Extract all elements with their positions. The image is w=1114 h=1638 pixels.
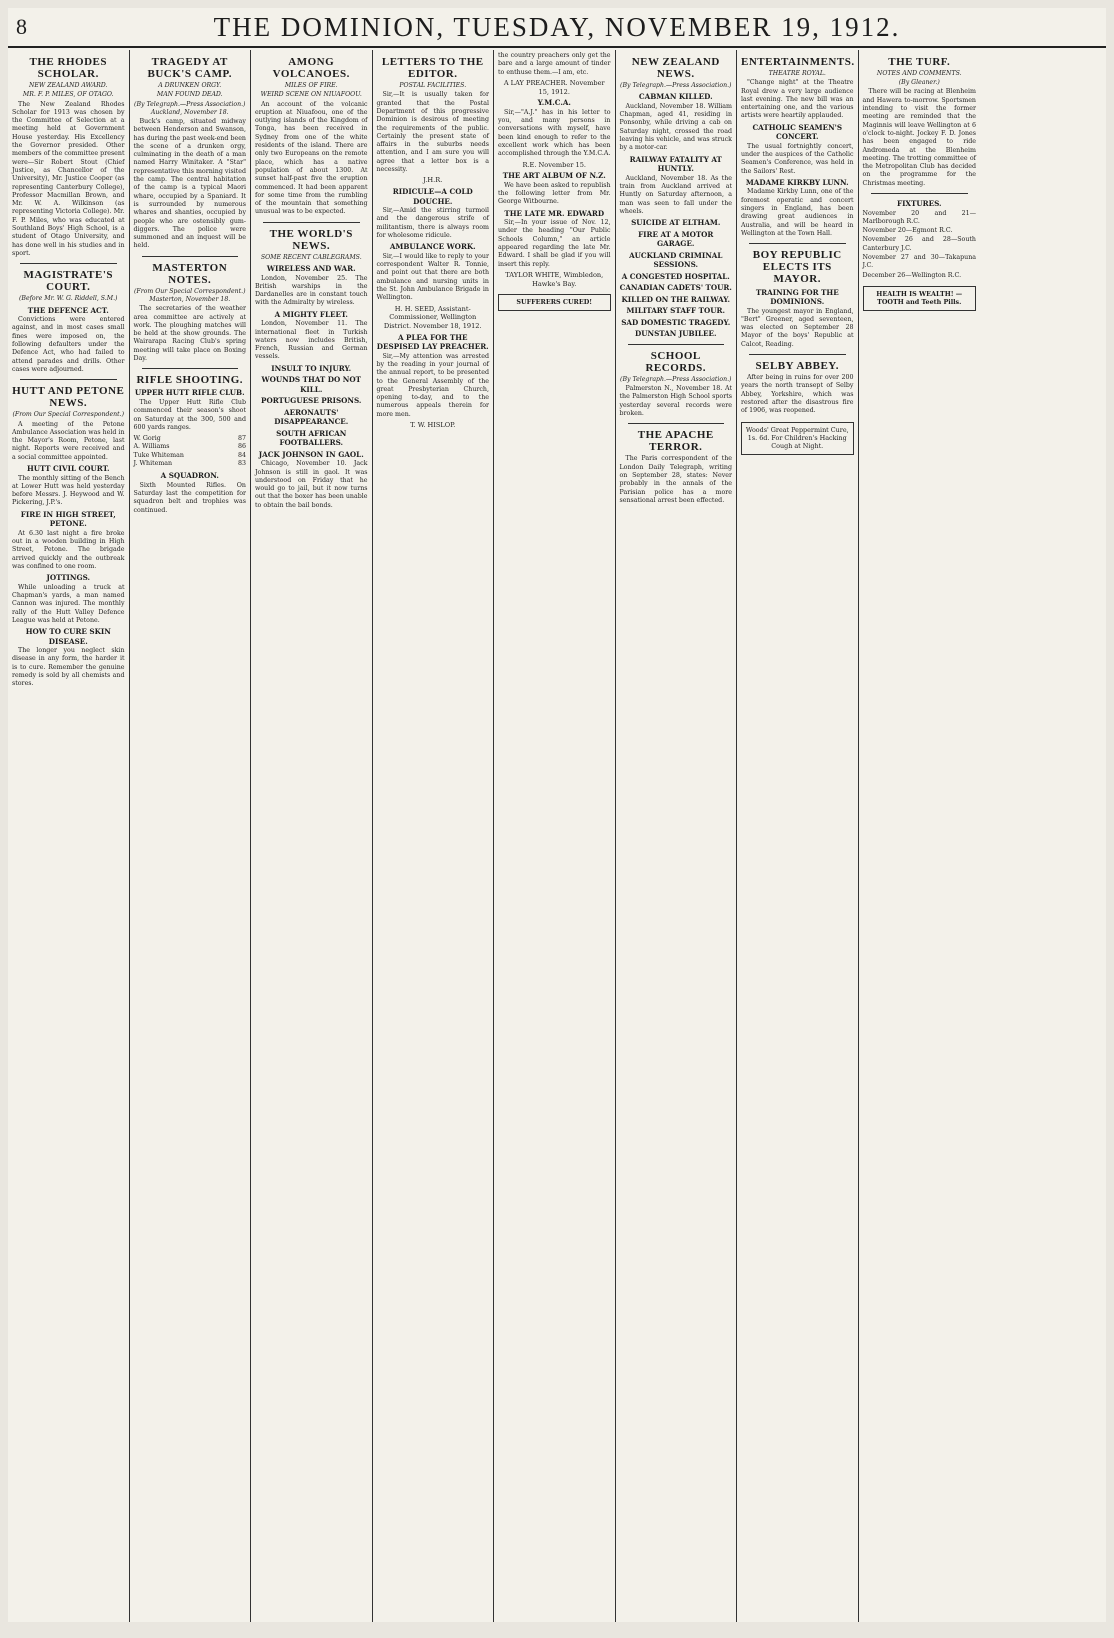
subheading: (Before Mr. W. G. Riddell, S.M.): [19, 295, 118, 303]
divider: [871, 193, 969, 194]
section-heading: A PLEA FOR THE DESPISED LAY PREACHER.: [376, 332, 489, 352]
section-heading: AUCKLAND CRIMINAL SESSIONS.: [629, 250, 723, 270]
divider: [20, 379, 117, 380]
headline: LETTERS TO THE EDITOR.: [381, 56, 484, 81]
advertisement: SUFFERERS CURED!: [498, 294, 611, 310]
column-8: [859, 50, 981, 1622]
section-heading: THE DEFENCE ACT.: [27, 305, 109, 315]
section-heading: WIRELESS AND WAR.: [266, 264, 356, 274]
article-body: The Upper Hutt Rifle Club commenced their season's shoot on Saturday at the 300, 500 and 600 yards ranges.: [133, 398, 246, 431]
section-heading: KILLED ON THE RAILWAY.: [621, 294, 730, 304]
subheading: (By Telegraph.—Press Association.): [620, 82, 732, 90]
headline: THE WORLD'S NEWS.: [269, 227, 353, 252]
section-heading: RIDICULE—A COLD DOUCHE.: [392, 187, 473, 206]
section-heading: INSULT TO INJURY.: [271, 363, 352, 373]
article-body: The usual fortnightly concert, under the auspices of the Catholic Seamen's Conference, was held in the Sailors' Rest.: [741, 142, 854, 175]
section-heading: SUICIDE AT ELTHAM.: [631, 218, 721, 228]
article-body: Sir,—I would like to reply to your correspondent Walter R. Tonnie, and point out that there are both ambulance and nursing units in the St. John Ambulance Brigade in Wellington.: [376, 252, 489, 302]
divider: [20, 263, 117, 264]
headline: MASTERTON NOTES.: [152, 261, 228, 286]
column-4: [373, 50, 495, 1622]
headline: NEW ZEALAND NEWS.: [631, 56, 720, 81]
divider: [749, 354, 846, 355]
score-value: 83: [237, 460, 246, 467]
section-heading: CABMAN KILLED.: [638, 92, 713, 102]
article-body: At 6.30 last night a fire broke out in a wooden building in High Street, Petone. The brigade arrived quickly and the outbreak was confined to one room.: [12, 529, 125, 570]
signature: A LAY PREACHER. November 15, 1912.: [503, 78, 605, 96]
article-body: The monthly sitting of the Bench at Lower Hutt was held yesterday before Messrs. J. Heywood and W. Pickering, J.P.'s.: [12, 474, 125, 507]
divider: [142, 368, 239, 369]
headline: HUTT AND PETONE NEWS.: [12, 385, 125, 410]
headline: RIFLE SHOOTING.: [136, 374, 244, 387]
column-7: [737, 50, 859, 1622]
subheading: MILES OF FIRE.: [284, 82, 338, 90]
headline: SELBY ABBEY.: [755, 360, 839, 372]
section-heading: A CONGESTED HOSPITAL.: [621, 271, 730, 281]
page-number: 8: [16, 14, 27, 39]
section-heading: A MIGHTY FLEET.: [274, 309, 348, 319]
fixture-item: November 20—Egmont R.C.: [862, 227, 953, 235]
subheading: (By Telegraph.—Press Association.): [620, 375, 732, 383]
column-1: [8, 50, 130, 1622]
section-heading: SAD DOMESTIC TRAGEDY.: [621, 317, 731, 327]
article-body: Sixth Mounted Rifles. On Saturday last the competition for squadron belt and trophies was continued.: [133, 481, 246, 514]
section-heading: HOW TO CURE SKIN DISEASE.: [25, 627, 111, 646]
score-value: 84: [237, 451, 246, 459]
newspaper-page: [8, 8, 1106, 1622]
section-heading: AMBULANCE WORK.: [389, 242, 476, 252]
article-body: An account of the volcanic eruption at Niuafoou, one of the outlying islands of the Kingdom of Tonga, has been received in Sydney from one of the white residents of the island. There are only two Europeans on the remote place, which has a native population of about 1300. At sunset half-past five the eruption commenced. It had been apparent for some time from the rumbling of the mountain that something unusual was to be expected.: [255, 100, 368, 216]
fixture-item: November 26 and 28—South Canterbury J.C.: [862, 236, 976, 252]
headline: ENTERTAINMENTS.: [741, 56, 855, 68]
headline: TRAGEDY AT BUCK'S CAMP.: [147, 56, 232, 81]
article-body: Sir,—In your issue of Nov. 12, under the heading "Our Public Schools Column," an article appeared regarding the late Mr. Edward. I shall be glad if you will insert this reply.: [498, 219, 611, 268]
section-heading: MILITARY STAFF TOUR.: [626, 306, 725, 316]
section-heading: THE ART ALBUM OF N.Z.: [502, 171, 606, 181]
divider: [263, 222, 360, 223]
article-body: Madame Kirkby Lunn, one of the foremost operatic and concert singers in England, has been drawing great audiences in Australia, and will be heard in Wellington at the Town Hall.: [741, 188, 854, 237]
masthead: [8, 8, 1106, 48]
article-body: We have been asked to republish the following letter from Mr. George Witbourne.: [498, 181, 611, 206]
section-heading: THE LATE MR. EDWARD: [504, 208, 605, 218]
section-heading: DUNSTAN JUBILEE.: [635, 329, 717, 339]
section-heading: MADAME KIRKBY LUNN.: [745, 177, 849, 187]
subheading: THEATRE ROYAL.: [768, 70, 826, 78]
subheading: (From Our Special Correspondent.): [12, 411, 124, 419]
section-heading: A SQUADRON.: [160, 471, 219, 481]
article-body: Buck's camp, situated midway between Henderson and Swanson, has during the past week-end been the scene of a drunken orgy, culminating in the death of a man named Harry Winitaker. A "Star" representative this morning visited the camp. The central habitation of the camp is a typical Maori whare, occupied by a Spaniard. It is surrounded by numerous whares and shanties, occupied by people who are ostensibly gum-diggers. The police were summoned and an inquest will be held.: [133, 117, 246, 250]
article-body: The Paris correspondent of the London Daily Telegraph, writing on September 28, states: Never probably in the annals of the Parisian police has a more sensational arrest been effected.: [619, 455, 732, 504]
section-heading: Y.M.C.A.: [537, 98, 571, 108]
article-body: While unloading a truck at Chapman's yards, a man named Cannon was injured. The monthly rally of the Hutt Valley Defence League was held at Petone.: [12, 583, 125, 624]
dateline: (By Telegraph.—Press Association.) Auckland, November 18.: [134, 100, 246, 116]
section-heading: RAILWAY FATALITY AT HUNTLY.: [629, 154, 722, 174]
article-body: The longer you neglect skin disease in any form, the harder it is to cure. Remember the genuine remedy is sold by all chemists and stores.: [12, 647, 125, 688]
score-value: 87: [237, 435, 246, 443]
masthead-title: THE DOMINION, TUESDAY, NOVEMBER 19, 1912.: [213, 11, 901, 42]
section-heading: WOUNDS THAT DO NOT KILL.: [261, 375, 361, 394]
byline: MAN FOUND DEAD.: [156, 91, 223, 99]
article-body: There will be racing at Blenheim and Hawera to-morrow. Sportsmen intending to visit the former meeting are reminded that the Maginnis will leave Wellington at 6 o'clock to-night. Jockey F. D. Jones has been engaged to ride Andromeda at the Blenheim meeting. The trotting committee of the Metropolitan Club has decided on the programme for the Christmas meeting.: [862, 88, 976, 187]
score-value: 86: [237, 443, 246, 451]
article-body: London, November 11. The international fleet in Turkish waters now includes British, French, Russian and German vessels.: [255, 320, 368, 361]
article-body: Chicago, November 10. Jack Johnson is still in gaol. It was understood on Friday that he would go to jail, but it now turns out that the boxer has been unable to obtain the bail bonds.: [255, 460, 368, 509]
article-body: Convictions were entered against, and in most cases small fines were imposed on, the following defaulters under the Defence Act, who had failed to attend parades and drills. Other cases were adjourned.: [12, 316, 125, 373]
subheading: SOME RECENT CABLEGRAMS.: [260, 253, 362, 261]
headline: THE RHODES SCHOLAR.: [29, 56, 107, 81]
article-body: A meeting of the Petone Ambulance Association was held in the Mayor's Room, Petone, last night. Reports were received and a social committee appointed.: [12, 420, 125, 461]
byline: WEIRD SCENE ON NIUAFOOU.: [260, 91, 362, 99]
article-body: The secretaries of the weather area committee are actively at work. The ploughing matches will be held at the show grounds. The Wairarapa Racing Club's spring meeting will take place on Boxing Day.: [133, 305, 246, 363]
divider: [749, 243, 846, 244]
section-heading: FIRE IN HIGH STREET, PETONE.: [20, 509, 116, 529]
columns: [8, 50, 1106, 1622]
article-body: The youngest mayor in England, "Bert" Greener, aged seventeen, was elected on September 28 Mayor of the boys' Republic at Calcot, Reading.: [741, 307, 854, 348]
section-heading: FIRE AT A MOTOR GARAGE.: [638, 229, 714, 249]
section-heading: HUTT CIVIL COURT.: [26, 464, 110, 474]
subheading: (From Our Special Correspondent.) Masterton, November 18.: [133, 287, 246, 304]
column-5: [494, 50, 616, 1622]
section-heading: SOUTH AFRICAN FOOTBALLERS.: [276, 428, 347, 448]
section-heading: PORTUGUESE PRISONS.: [261, 396, 362, 406]
column-3: [251, 50, 373, 1622]
article-body: Sir,—My attention was arrested by the reading in your journal of the annual report, to be presented to the General Assembly of the great Presbyterian Church, opening to-day, and to the numerous appeals therein for more men.: [376, 352, 489, 418]
headline: THE TURF.: [888, 56, 951, 68]
article-body: Sir,—Amid the stirring turmoil and the dangerous strife of militantism, there is always room for wholesome ridicule.: [376, 207, 489, 239]
section-heading: TRAINING FOR THE DOMINIONS.: [755, 287, 839, 307]
score-table: [134, 435, 247, 468]
signature: R.E. November 15.: [522, 160, 587, 169]
section-heading: JACK JOHNSON IN GAOL.: [258, 449, 364, 459]
subheading: NOTES AND COMMENTS.: [876, 70, 962, 78]
divider: [628, 423, 725, 424]
fixture-item: November 27 and 30—Takapuna J.C.: [862, 254, 976, 270]
advertisement: HEALTH IS WEALTH! — TOOTH and Teeth Pills.: [863, 286, 977, 311]
section-heading: FIXTURES.: [896, 199, 942, 209]
divider: [142, 256, 239, 257]
article-body: Auckland, November 18. As the train from Auckland arrived at Huntly on Saturday afternoon, a man was seen to fall under the wheels.: [619, 174, 732, 215]
signature: H. H. SEED, Assistant-Commissioner, Wellington District. November 18, 1912.: [383, 304, 482, 330]
headline: SCHOOL RECORDS.: [645, 349, 707, 374]
fixture-item: December 26—Wellington R.C.: [862, 271, 962, 279]
column-2: [130, 50, 252, 1622]
section-heading: AERONAUTS' DISAPPEARANCE.: [274, 407, 349, 427]
article-body: "Change night" at the Theatre Royal drew a very large audience last evening. The new bill was an entertaining one, and the various artists were heartily applauded.: [741, 79, 854, 120]
headline: THE APACHE TERROR.: [637, 429, 714, 454]
advertisement: Woods' Great Peppermint Cure, 1s. 6d. For Children's Hacking Cough at Night.: [741, 422, 854, 455]
article-body: the country preachers only get the bare and a large amount of tinder to enthuse them.—I am, etc.: [498, 52, 611, 76]
divider: [628, 344, 725, 345]
signature: TAYLOR WHITE, Wimbledon, Hawke's Bay.: [505, 270, 604, 288]
headline: BOY REPUBLIC ELECTS ITS MAYOR.: [752, 249, 842, 286]
article-body: After being in ruins for over 200 years the north transept of Selby Abbey, Yorkshire, which was restored after the disastrous fire of 1906, was reopened.: [741, 374, 854, 415]
score-name: A. Williams: [133, 443, 170, 451]
signature: T. W. HISLOP.: [410, 421, 456, 429]
section-heading: UPPER HUTT RIFLE CLUB.: [134, 388, 245, 398]
headline: MAGISTRATE'S COURT.: [23, 269, 114, 294]
score-name: J. Whiteman: [133, 460, 173, 467]
article-body: The New Zealand Rhodes Scholar for 1913 was chosen by the Committee of Selection at a meeting held at Government House yesterday. His Excellency the Governor presided. Other members of the committee present were—Sir Robert Stout (Chief Justice, as Chancellor of the University), Mr. Justice Cooper (as representing Canterbury College), Professor Macmillan Brown, and Mr. W. A. Wilkinson (as representing Victoria College). Mr. F. P. Miles, who was educated at Southland Boys' High School, is a student of Otago University, and has done well in his studies and in sport.: [12, 100, 125, 257]
byline: (By Gleaner.): [898, 79, 940, 87]
byline: MR. F. P. MILES, OF OTAGO.: [22, 91, 114, 99]
score-name: Tuke Whiteman: [133, 451, 184, 459]
column-6: [616, 50, 738, 1622]
article-body: Auckland, November 18. William Chapman, aged 41, residing in Ponsonby, while driving a cab on Saturday night, crossed the road leaving his vehicle, and was struck by a motor-car.: [619, 102, 732, 152]
fixture-item: November 20 and 21—Marlborough R.C.: [862, 209, 976, 225]
subheading: NEW ZEALAND AWARD.: [28, 82, 108, 90]
section-heading: JOTTINGS.: [46, 573, 91, 583]
subheading: A DRUNKEN ORGY.: [158, 82, 222, 90]
article-body: Palmerston N., November 18. At the Palmerston High School sports yesterday several records were broken.: [619, 385, 732, 417]
article-body: Sir,—It is usually taken for granted that the Postal Department of this progressive Dominion is desirous of meeting the requirements of the public. Certainly the present state of affairs in the suburbs needs attention, and I am sure you will agree that a letter box is a necessity.: [376, 91, 489, 174]
score-name: W. Gorig: [133, 435, 161, 443]
subheading: POSTAL FACILITIES.: [399, 82, 467, 90]
section-heading: CATHOLIC SEAMEN'S CONCERT.: [752, 122, 843, 142]
section-heading: CANADIAN CADETS' TOUR.: [619, 283, 732, 293]
article-body: London, November 25. The British warships in the Dardanelles are in constant touch with the Admiralty by wireless.: [255, 274, 368, 307]
article-body: Sir,—"A.J." has in his letter to you, and many persons in conversations with myself, have been kind enough to refer to the excellent work which has been accomplished through the Y.M.C.A.: [498, 108, 611, 158]
headline: AMONG VOLCANOES.: [272, 56, 350, 81]
signature: J.H.R.: [423, 176, 443, 185]
